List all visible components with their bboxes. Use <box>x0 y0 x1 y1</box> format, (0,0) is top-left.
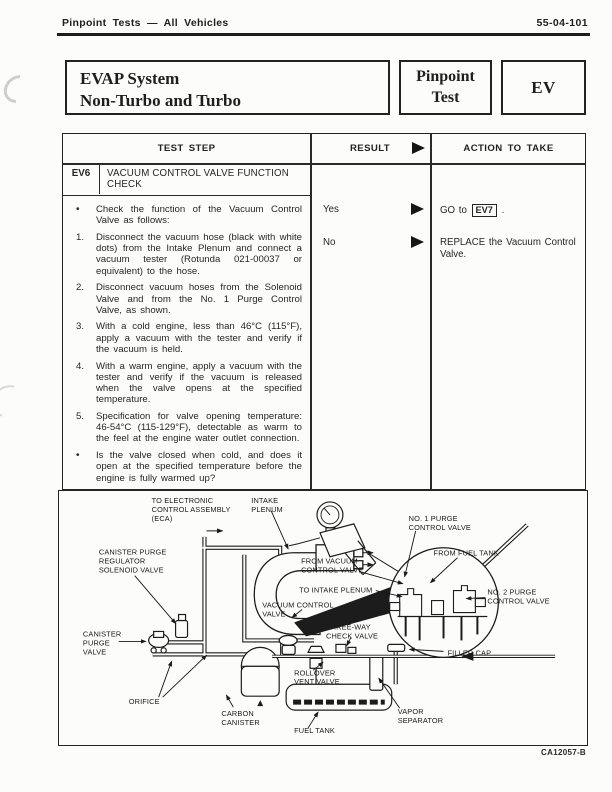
label-eca: TO ELECTRONIC <box>151 495 214 505</box>
test-code: EV <box>531 77 556 97</box>
scan-artifact-mark <box>0 69 38 108</box>
step-text: Is the valve closed when cold, and does it open at the specified temperature before the engine is fully warmed up? <box>96 450 302 484</box>
page-number: 55-04-101 <box>536 17 588 29</box>
bullet-icon: • <box>76 204 80 215</box>
svg-text:SEPARATOR: SEPARATOR <box>397 716 444 726</box>
bullet-icon: • <box>76 450 80 462</box>
col-header-test-step: TEST STEP <box>157 143 216 154</box>
step-number: 5. <box>76 411 85 422</box>
action-suffix: . <box>501 205 505 216</box>
pinpoint-label-line2: Test <box>431 88 460 106</box>
list-item <box>76 411 304 445</box>
svg-text:CHECK VALVE: CHECK VALVE <box>325 631 379 641</box>
label-no2-purge: NO. 2 PURGE <box>487 587 537 597</box>
label-carbon-canister: CARBON <box>221 709 254 719</box>
pinpoint-test-table <box>62 133 586 490</box>
action-prefix: GO to <box>440 205 467 216</box>
system-title-box <box>65 60 390 115</box>
result-arrow-icon <box>411 203 424 215</box>
system-title-line1: EVAP System <box>80 69 180 88</box>
magnifier-circle <box>389 548 499 658</box>
solenoid-valve-shape <box>176 615 188 638</box>
evap-schematic <box>59 491 587 745</box>
svg-text:CONTROL ASSEMBLY: CONTROL ASSEMBLY <box>151 504 231 514</box>
list-item <box>76 450 304 484</box>
result-no: No <box>323 237 336 248</box>
action-go-to <box>440 204 504 217</box>
scan-artifact-mark <box>0 379 31 423</box>
col-header-action: ACTION TO TAKE <box>463 143 554 154</box>
list-item <box>76 321 304 355</box>
list-item <box>76 204 304 226</box>
page-header-title: Pinpoint Tests — All Vehicles <box>62 17 229 29</box>
label-orifice: ORIFICE <box>128 697 160 707</box>
label-vapor-separator: VAPOR <box>397 707 424 717</box>
banner-rule <box>63 195 310 196</box>
result-column <box>310 195 430 489</box>
test-step-list <box>63 197 310 489</box>
step-number: 2. <box>76 282 85 294</box>
svg-text:VALVE: VALVE <box>262 609 286 619</box>
list-item <box>76 282 304 316</box>
svg-text:PLENUM: PLENUM <box>251 504 283 514</box>
label-canister-purge-regulator: CANISTER PURGE <box>98 547 167 557</box>
label-intake-plenum: INTAKE <box>251 495 279 505</box>
result-yes: Yes <box>323 204 339 215</box>
label-from-vacuum-control: FROM VACUUM <box>301 556 358 566</box>
system-title-line2: Non-Turbo and Turbo <box>80 91 241 111</box>
test-step-id: EV6 <box>63 165 100 194</box>
step-text: Check the function of the Vacuum Control Valve as follows: <box>96 204 302 227</box>
svg-text:SOLENOID VALVE: SOLENOID VALVE <box>98 565 164 575</box>
svg-text:CONTROL VALVE: CONTROL VALVE <box>408 522 471 532</box>
svg-text:VENT VALVE: VENT VALVE <box>294 677 340 687</box>
step-text: Disconnect the vacuum hose (black with white dots) from the Intake Plenum and connect a vacuum tester (Rotunda 021-00037 or equivalent) to the hose. <box>96 231 302 277</box>
pinpoint-label-line1: Pinpoint <box>416 67 475 85</box>
svg-text:CANISTER: CANISTER <box>221 718 260 728</box>
step-text: Specification for valve opening temperature: 46-54°C (115-129°F), detectable as warm to the feel at the engine water outlet connection. <box>96 411 302 445</box>
svg-text:VALVE: VALVE <box>82 647 107 657</box>
svg-text:REGULATOR: REGULATOR <box>98 556 146 566</box>
figure-reference-code: CA12057-B <box>541 748 586 757</box>
label-rollover-vent-valve: ROLLOVER <box>294 668 336 678</box>
action-replace: REPLACE the Vacuum Control Valve. <box>440 237 576 260</box>
result-arrow-icon <box>412 142 425 154</box>
header-rule <box>57 33 590 36</box>
list-item <box>76 361 304 406</box>
svg-text:(ECA): (ECA) <box>151 513 173 523</box>
pinpoint-test-box <box>399 60 492 115</box>
svg-text:PURGE: PURGE <box>82 638 110 648</box>
step-number: 1. <box>76 231 85 243</box>
label-to-intake-plenum: TO INTAKE PLENUM <box>299 585 373 595</box>
canister-purge-valve-shape <box>149 631 169 653</box>
step-text: With a cold engine, less than 46°C (115°F), apply a vacuum with the tester and verify if the vacuum is held. <box>96 321 302 355</box>
svg-text:CONTROL VALVE: CONTROL VALVE <box>301 565 364 575</box>
step-text: With a warm engine, apply a vacuum with the tester and verify if the vacuum is released when the valve opens at the specified temperature. <box>96 360 302 406</box>
label-canister-purge-valve: CANISTER <box>82 629 122 639</box>
test-step-banner <box>63 165 310 194</box>
evap-system-diagram <box>58 490 588 746</box>
label-from-fuel-tank: FROM FUEL TANK <box>433 548 499 558</box>
table-header-row <box>63 134 585 163</box>
label-three-way-check-valve: THREE-WAY <box>325 622 371 632</box>
label-no1-purge: NO. 1 PURGE <box>408 513 458 523</box>
step-number: 4. <box>76 360 85 372</box>
svg-text:CONTROL VALVE: CONTROL VALVE <box>487 596 550 606</box>
step-number: 3. <box>76 321 85 333</box>
step-text: Disconnect vacuum hoses from the Solenoid Valve and from the No. 1 Purge Control Valve, as shown. <box>96 282 302 316</box>
col-header-result <box>310 134 430 163</box>
test-step-title: VACUUM CONTROL VALVE FUNCTION CHECK <box>107 167 289 191</box>
test-code-box <box>501 60 586 115</box>
action-column <box>430 195 587 489</box>
result-arrow-icon <box>411 236 424 248</box>
col-header-result-label: RESULT <box>349 143 391 154</box>
goto-code-box: EV7 <box>472 204 497 217</box>
label-fuel-tank: FUEL TANK <box>294 726 335 736</box>
label-vacuum-control-valve: VACUUM CONTROL <box>262 600 334 610</box>
list-item <box>76 232 304 277</box>
label-filler-cap: FILLER CAP <box>447 648 492 658</box>
